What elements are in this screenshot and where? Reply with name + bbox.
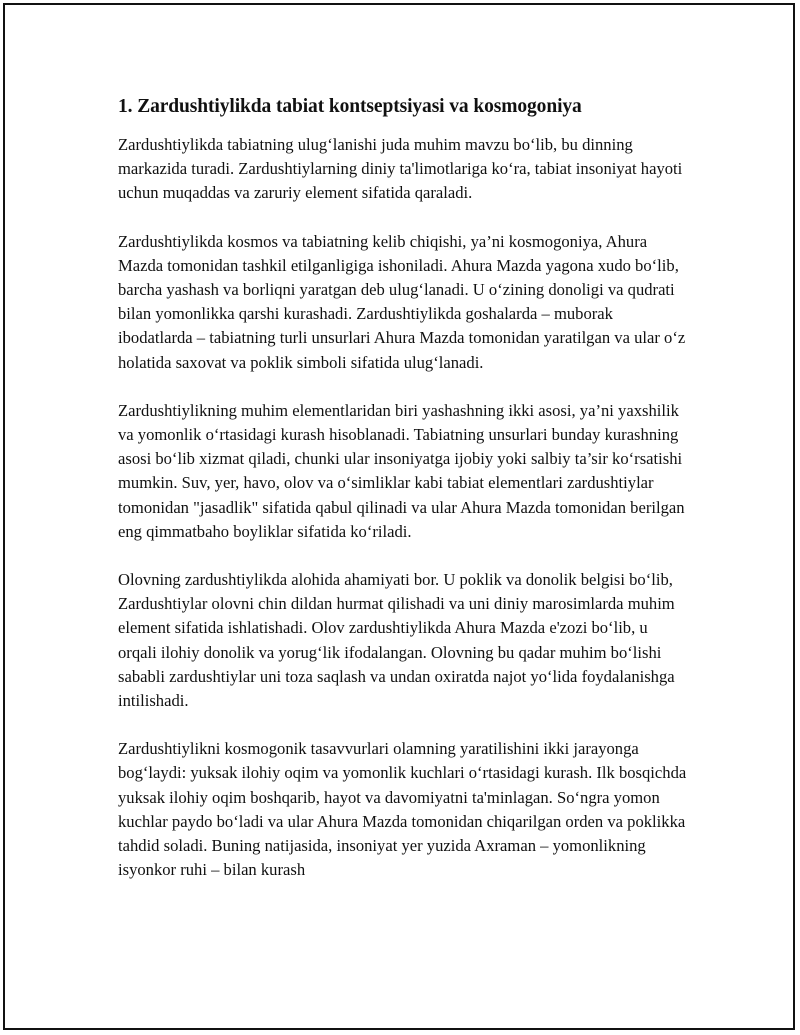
paragraph-cosmogony: Zardushtiylikda kosmos va tabiatning kelib chiqishi, ya’ni kosmogoniya, Ahura Mazda tomonidan tashkil etilganligiga ishoniladi. Ahura Mazda yagona xudo bo‘lib, barcha yashash va borliqni yaratgan deb ulug‘lanadi. U o‘zining donoligi va qudrati bilan yomonlikka qarshi kurashadi. Zardushtiylikda goshalarda – muborak ibodatlarda – tabiatning turli unsurlari Ahura Mazda tomonidan yaratilgan va ular o‘z holatida saxovat va poklik simboli sifatida ulug‘lanadi. [118, 231, 686, 372]
paragraph-nature-veneration: Zardushtiylikda tabiatning ulug‘lanishi juda muhim mavzu bo‘lib, bu dinning markazida turadi. Zardushtiylarning diniy ta'limotlariga ko‘ra, tabiat insoniyat hayoti uchun muqaddas va zaruriy element sifatida qaraladi. [118, 135, 683, 203]
document-body [118, 95, 690, 906]
paragraph-good-evil-struggle: Zardushtiylikning muhim elementlaridan biri yashashning ikki asosi, ya’ni yaxshilik va yomonlik o‘rtasidagi kurash hisoblanadi. Tabiatning unsurlari bunday kurashning asosi bo‘lib xizmat qiladi, chunki ular insoniyatga ijobiy yoki salbiy ta’sir ko‘rsatishi mumkin. Suv, yer, havo, olov va o‘simliklar kabi tabiat elementlari zardushtiylar tomonidan "jasadlik" sifatida qabul qilinadi va ular Ahura Mazda tomonidan berilgan eng qimmatbaho boyliklar sifatida ko‘riladi. [118, 400, 685, 541]
section-heading: 1. Zardushtiylikda tabiat kontseptsiyasi va kosmogoniya [118, 96, 582, 117]
paragraph-fire-importance: Olovning zardushtiylikda alohida ahamiyati bor. U poklik va donolik belgisi bo‘lib, Zardushtiylar olovni chin dildan hurmat qilishadi va uni diniy marosimlarda muhim element sifatida ishlatishadi. Olov zardushtiylikda Ahura Mazda e'zozi bo‘lib, u orqali ilohiy donolik va yorug‘lik ifodalangan. Olovning bu qadar muhim bo‘lishi sababli zardushtiylar uni toza saqlash va undan oxiratda najot yo‘lida foydalanishga intilishadi. [118, 570, 675, 711]
paragraph-cosmogonic-views: Zardushtiylikni kosmogonik tasavvurlari olamning yaratilishini ikki jarayonga bog‘laydi: yuksak ilohiy oqim va yomonlik kuchlari o‘rtasidagi kurash. Ilk bosqichda yuksak ilohiy oqim boshqarib, hayot va davomiyatni ta'minlagan. So‘ngra yomon kuchlar paydo bo‘ladi va ular Ahura Mazda tomonidan chiqarilgan orden va poklikka tahdid soladi. Buning natijasida, insoniyat yer yuzida Axraman – yomonlikning isyonkor ruhi – bilan kurash [118, 739, 687, 880]
